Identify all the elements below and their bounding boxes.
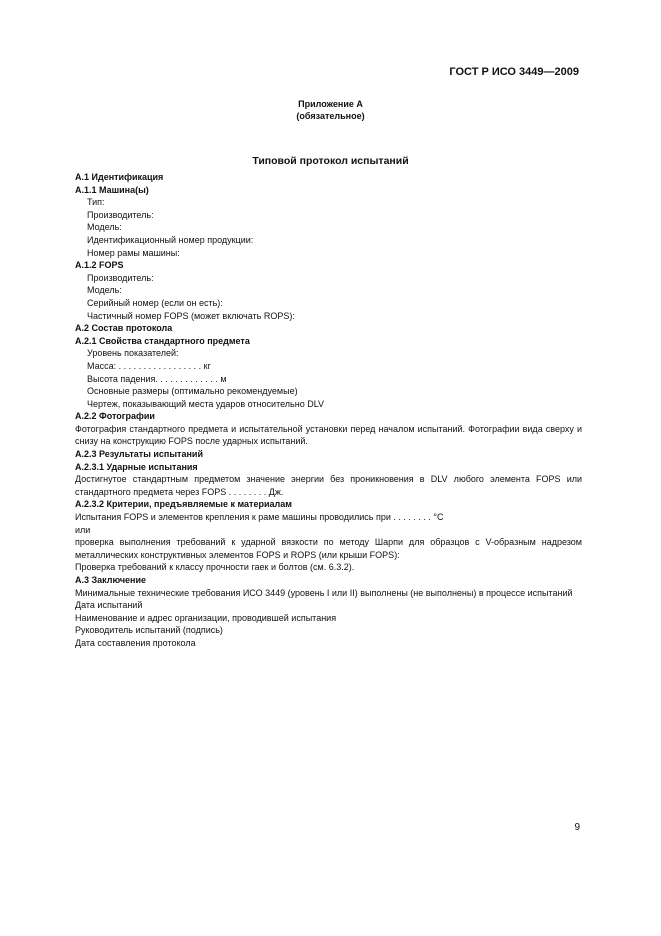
field-line: Серийный номер (если он есть): xyxy=(87,297,223,308)
field-line: или xyxy=(75,524,91,535)
paragraph: проверка выполнения требований к ударной вязкости по методу Шарпи для образцов с V-образным надрезом металлических конструктивных элементов FOPS и ROPS (или крыши FOPS): xyxy=(75,537,582,560)
subsection-heading: А.2.2 Фотографии xyxy=(75,411,155,422)
annex-status: (обязательное) xyxy=(296,111,365,121)
paragraph: Достигнутое стандартным предметом значение энергии без проникновения в DLV любого элемента FOPS или стандартного предмета через FOPS . . . . . . . . Дж. xyxy=(75,474,582,497)
subsection-heading: А.2.3.1 Ударные испытания xyxy=(75,461,198,472)
field-line: Частичный номер FOPS (может включать ROPS): xyxy=(87,310,295,321)
paragraph: Минимальные технические требования ИСО 3449 (уровень I или II) выполнены (не выполнены) в процессе испытаний xyxy=(75,587,573,598)
field-line: Тип: xyxy=(87,197,105,208)
subsection-heading: А.2.3 Результаты испытаний xyxy=(75,449,203,460)
annex-title: Приложение А xyxy=(298,99,363,109)
field-line: Дата составления протокола xyxy=(75,637,196,648)
paragraph: Фотография стандартного предмета и испытательной установки перед началом испытаний. Фотографии вида сверху и снизу на конструкцию FOPS после ударных испытаний. xyxy=(75,423,582,447)
subsection-heading: А.1.1 Машина(ы) xyxy=(75,184,149,195)
field-line: Высота падения. . . . . . . . . . . . . м xyxy=(87,373,227,384)
standard-code: ГОСТ Р ИСО 3449—2009 xyxy=(449,66,579,78)
document-body xyxy=(75,171,582,650)
field-line: Модель: xyxy=(87,285,122,296)
field-line: Масса: . . . . . . . . . . . . . . . . . кг xyxy=(87,360,211,371)
document-title: Типовой протокол испытаний xyxy=(252,155,409,167)
section-heading: А.1 Идентификация xyxy=(75,172,164,182)
field-line: Руководитель испытаний (подпись) xyxy=(75,625,223,636)
field-line: Уровень показателей: xyxy=(87,348,179,359)
subsection-heading: А.2.1 Свойства стандартного предмета xyxy=(75,335,250,346)
section-heading: А.2 Состав протокола xyxy=(75,323,173,334)
field-line: Наименование и адрес организации, проводившей испытания xyxy=(75,612,337,623)
field-line: Модель: xyxy=(87,222,122,233)
field-line: Идентификационный номер продукции: xyxy=(87,234,254,245)
field-line: Производитель: xyxy=(87,209,154,220)
field-line: Основные размеры (оптимально рекомендуемые) xyxy=(87,386,298,397)
field-line: Чертеж, показывающий места ударов относительно DLV xyxy=(87,398,325,409)
field-line: Проверка требований к классу прочности гаек и болтов (см. 6.3.2). xyxy=(75,562,355,573)
field-line: Производитель: xyxy=(87,272,154,283)
annex-heading xyxy=(0,98,661,122)
subsection-heading: А.2.3.2 Критерии, предъявляемые к материалам xyxy=(75,499,292,510)
page-number: 9 xyxy=(574,822,580,833)
field-line: Испытания FOPS и элементов крепления к раме машины проводились при . . . . . . . . °С xyxy=(75,512,444,523)
field-line: Дата испытаний xyxy=(75,600,143,611)
field-line: Номер рамы машины: xyxy=(87,247,180,258)
section-heading: А.3 Заключение xyxy=(75,575,147,585)
subsection-heading: А.1.2 FOPS xyxy=(75,260,124,271)
